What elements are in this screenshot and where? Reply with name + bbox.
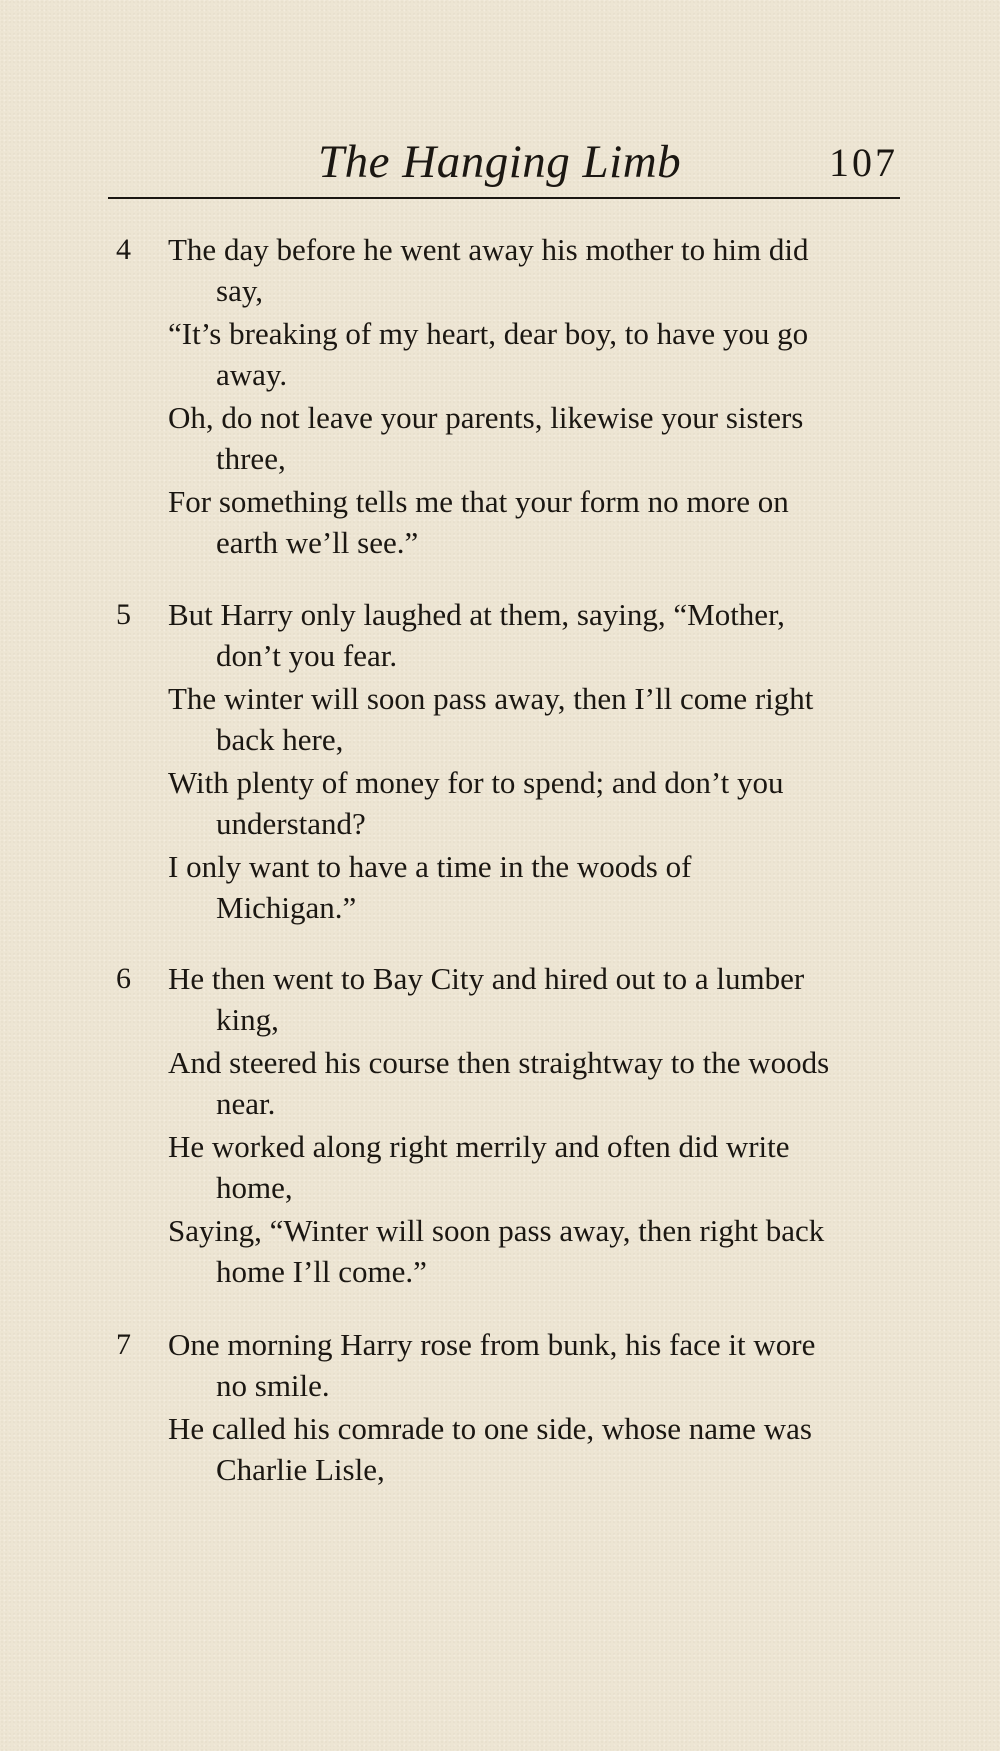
verse-line-text: The winter will soon pass away, then I’ll come right [168,681,814,716]
verse-line [168,1126,900,1208]
verse-line-text: But Harry only laughed at them, saying, “Mother, [168,597,785,632]
verse-line-text: Saying, “Winter will soon pass away, then right back [168,1213,825,1248]
verse-line-text: Oh, do not leave your parents, likewise your sisters [168,400,804,435]
verse-line-text: “It’s breaking of my heart, dear boy, to have you go [168,316,809,351]
stanza-4 [108,229,900,565]
verse-line-continuation: three, [216,441,286,476]
verse-line [168,594,900,676]
verse-line [168,1324,900,1406]
verse-line [168,229,900,311]
verse-line-continuation: near. [216,1086,276,1121]
verse-line-continuation: no smile. [216,1368,330,1403]
verse-line-text: For something tells me that your form no more on [168,484,789,519]
stanza-6 [108,958,900,1294]
verse-line-continuation: say, [216,273,264,308]
page-number: 107 [829,140,898,185]
verse-line-continuation: Charlie Lisle, [216,1452,385,1487]
stanza-5 [108,594,900,930]
verse-line [168,481,900,563]
stanza-number: 6 [116,962,131,995]
verse-line-continuation: Michigan.” [216,890,357,925]
verse-line [168,313,900,395]
header-rule [108,197,900,199]
verse-line [168,1408,900,1490]
verse-line-text: He called his comrade to one side, whose name was [168,1411,812,1446]
running-title: The Hanging Limb [318,136,682,188]
verse-line-text: And steered his course then straightway to the woods [168,1045,830,1080]
verse-line-continuation: home I’ll come.” [216,1254,427,1289]
verse-line-text: The day before he went away his mother to him did [168,232,809,267]
verse-line-text: He then went to Bay City and hired out to a lumber [168,961,805,996]
verse-line-text: I only want to have a time in the woods of [168,849,692,884]
stanza-7 [108,1324,900,1492]
stanza-number: 4 [116,233,131,266]
verse-line [168,678,900,760]
verse-line [168,762,900,844]
verse-line-text: He worked along right merrily and often did write [168,1129,790,1164]
verse-line-continuation: home, [216,1170,293,1205]
verse-line-text: With plenty of money for to spend; and don’t you [168,765,784,800]
verse-line-continuation: earth we’ll see.” [216,525,419,560]
verse-line [168,1042,900,1124]
verse-line-continuation: king, [216,1002,279,1037]
verse-line-text: One morning Harry rose from bunk, his face it wore [168,1327,816,1362]
verse-line [168,1210,900,1292]
running-head [108,135,900,195]
verse-line-continuation: back here, [216,722,344,757]
verse-line [168,397,900,479]
verse-line-continuation: don’t you fear. [216,638,398,673]
verse-line-continuation: away. [216,357,288,392]
stanza-number: 7 [116,1328,131,1361]
verse-line [168,846,900,928]
stanza-number: 5 [116,598,131,631]
verse-line [168,958,900,1040]
verse-line-continuation: understand? [216,806,366,841]
